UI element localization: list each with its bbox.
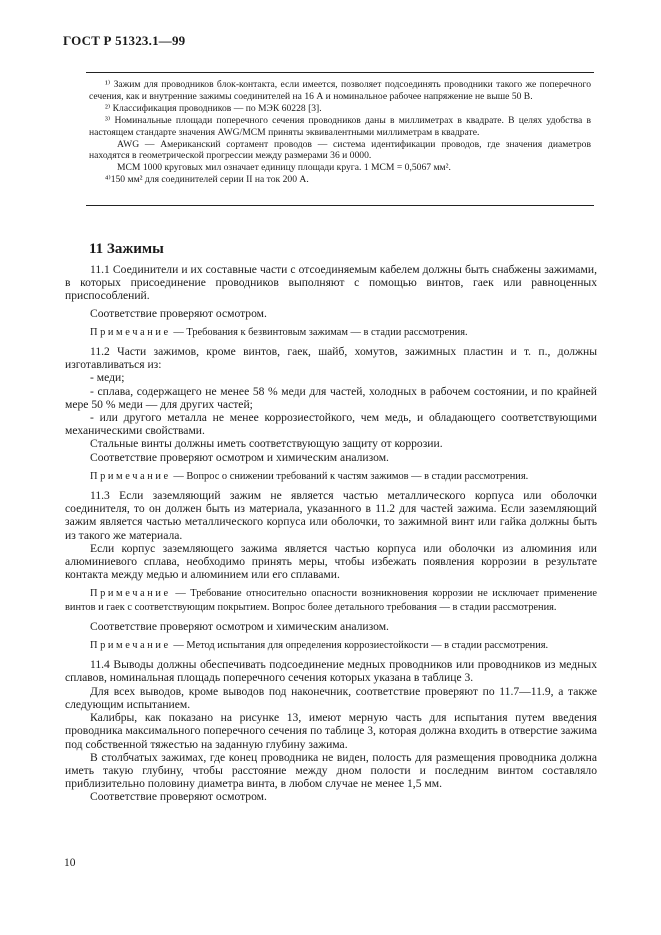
paragraph: Для всех выводов, кроме выводов под наконечник, соответствие проверяют по 11.7—11.9, а также следующим испытанием.	[65, 684, 597, 711]
footnote-text: Классификация проводников — по МЭК 60228 [3].	[112, 102, 322, 114]
note-label: Примечание	[90, 640, 171, 652]
paragraph: В столбчатых зажимах, где конец проводника не виден, полость для размещения проводника должна иметь такую глубину, чтобы расстояние между дном полости и последним винтом составляло приблизительно половину диаметра винта, в любом случае не менее 1,5 мм.	[65, 750, 597, 791]
paragraph: 11.2 Части зажимов, кроме винтов, гаек, шайб, хомутов, зажимных пластин и т. п., должны изготавливаться из:	[65, 345, 597, 372]
section-body	[65, 263, 597, 804]
footnote	[89, 103, 591, 115]
list-item: - меди;	[90, 371, 125, 385]
note-text: — Метод испытания для определения коррозиестойкости — в стадии рассмотрения.	[173, 640, 549, 652]
paragraph: Если корпус заземляющего зажима является частью корпуса или оболочки из алюминия или алюминиевого сплава, необходимо принять меры, чтобы избежать появления коррозии в результате контакта между медью и алюминием или его сплавами.	[65, 541, 597, 582]
paragraph: Соответствие проверяют осмотром.	[90, 790, 267, 804]
footnote	[89, 79, 591, 103]
footnote	[89, 174, 591, 186]
paragraph: 11.4 Выводы должны обеспечивать подсоединение медных проводников или проводников из медных сплавов, номинальная площадь поперечного сечения которых указана в таблице 3.	[65, 658, 597, 685]
note-label: Примечание	[90, 470, 171, 482]
paragraph: Стальные винты должны иметь соответствующую защиту от коррозии.	[90, 437, 443, 451]
footnote-marker: ²⁾	[105, 102, 111, 114]
footnote-marker: ⁴⁾	[105, 174, 111, 186]
footnote	[89, 115, 591, 139]
section-title: 11 Зажимы	[89, 241, 164, 257]
paragraph: Калибры, как показано на рисунке 13, имеют мерную часть для испытания путем введения проводника максимального поперечного сечения по таблице 3, которая должна входить в отверстие зажима под собственной тяжестью на заданную глубину зажима.	[65, 711, 597, 751]
footnote	[89, 162, 591, 174]
footnote-text: MCM 1000 круговых мил означает единицу площади круга.	[117, 162, 362, 174]
note	[65, 326, 597, 339]
paragraph: Соответствие проверяют осмотром и химическим анализом.	[90, 450, 389, 464]
footnote-text: 1 MCM = 0,5067 мм².	[363, 162, 451, 174]
paragraph: Соответствие проверяют осмотром.	[90, 306, 267, 320]
note	[65, 470, 597, 483]
paragraph: Соответствие проверяют осмотром и химическим анализом.	[90, 619, 389, 633]
note	[65, 639, 597, 652]
page-number: 10	[64, 857, 76, 869]
footnote-text: 150 мм² для соединителей серии II на ток 200 А.	[110, 174, 309, 186]
note	[65, 587, 597, 613]
footnote-text: Зажим для проводников блок-контакта, если имеется, позволяет подсоединять проводники такого же поперечного сечения, как и внутренние зажимы соединителей на 16 А и номинальное рабочее напряжение не выше 50 В.	[89, 79, 591, 102]
document-code: ГОСТ Р 51323.1—99	[63, 33, 186, 48]
footnote-text: Номинальные площади поперечного сечения проводников даны в миллиметрах в квадрате. В целях удобства в настоящем стандарте значения AWG/MCM приняты эквивалентными миллиметрам в квадрате.	[89, 114, 591, 138]
note-text: — Требование относительно опасности возникновения коррозии не исключает применение винтов и гаек с соответствующим покрытием. Вопрос более детального требования — в стадии рассмотрения.	[65, 588, 597, 613]
footnote-text: AWG — Американский сортамент проводов — система идентификации проводов, где значения диаметров находятся в геометрической прогрессии между размерами 36 и 0000.	[89, 138, 591, 162]
footnote-marker: ³⁾	[105, 114, 111, 126]
note-text: — Требования к безвинтовым зажимам — в стадии рассмотрения.	[173, 326, 468, 338]
paragraph: 11.3 Если заземляющий зажим не является частью металлического корпуса или оболочки соединителя, то он должен быть из материала, указанного в 11.2 для частей зажима. Если заземляющий зажим является частью металлического корпуса или оболочки, то зажимной винт или гайка должны быть из такого же материала.	[65, 489, 597, 542]
footnote-marker: ¹⁾	[105, 79, 111, 90]
note-label: Примечание	[90, 326, 171, 338]
list-item: - или другого металла не менее коррозиестойкого, чем медь, и обладающего соответствующими механическими свойствами.	[65, 411, 597, 438]
footnotes-block	[86, 72, 594, 206]
list-item: - сплава, содержащего не менее 58 % меди для частей, холодных в рабочем состоянии, и по крайней мере 50 % меди — для других частей;	[65, 384, 597, 411]
note-text: — Вопрос о снижении требований к частям зажимов — в стадии рассмотрения.	[173, 470, 529, 482]
footnote	[89, 139, 591, 163]
paragraph: 11.1 Соединители и их составные части с отсоединяемым кабелем должны быть снабжены зажимами, в которых присоединение проводников выполняют с помощью винтов, гаек или равноценных приспособлений.	[65, 263, 597, 303]
note-label: Примечание	[90, 588, 171, 600]
